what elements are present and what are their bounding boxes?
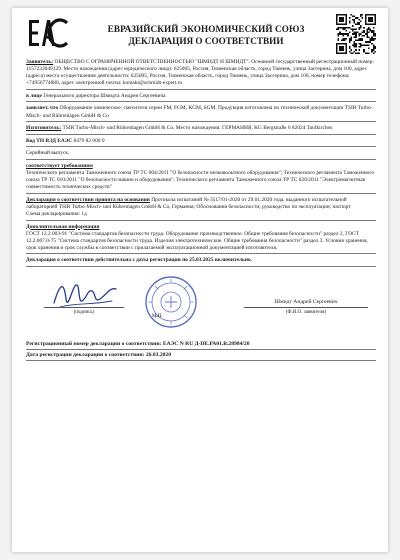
director-section (26, 92, 376, 103)
director-text: Генерального директора Шмидта Андрея Сергеевича (43, 92, 166, 99)
basis-text: Протокола испытаний № 3517/01-2020 от 29.01.2020 года, выданного испытательной лабораторией TSIR Turbo-Misch- und Rührenlagen GmbH & Co, Германия; Обоснования безопасности; руководство по эксплуатации; паспорт (26, 196, 351, 210)
validity-section (26, 256, 376, 267)
batch-section (26, 149, 376, 160)
declaration-document (12, 8, 388, 552)
basis-scheme: Схема декларирования: 1д (26, 211, 87, 217)
declares-lead: заявляет, что (26, 105, 59, 112)
additional-section (26, 223, 376, 255)
validity-label: Декларация о соответствии действительна с даты регистрации по (26, 257, 188, 264)
registration-date (26, 352, 376, 361)
basis-section (26, 196, 376, 221)
stamp-mark: М.П. (152, 314, 163, 320)
validity-date: 25.03.2025 включительно. (189, 257, 253, 264)
tnved-section (26, 137, 376, 148)
eac-logo (28, 18, 68, 48)
applicant-text: ОБЩЕСТВО С ОГРАНИЧЕННОЙ ОТВЕТСТВЕННОСТЬЮ "ШМИДТ И ШМИДТ". Основной государственный регистрационный номер: 1157232049129. Место нахождения (адрес юридического лица): 625005, Россия, Тюменская область, город Тюмень, улица Засгерина, дом 100, адрес (адреса) места осуществления деятельности: 625005, Россия, Тюменская область, город Тюмень, улица Засгерина, дом 100, номер телефона: +74956774880, адрес электронной почты: kontakt@schmidt-expert.ru (26, 59, 374, 87)
basis-label: Декларация о соответствии принята на основании (26, 196, 150, 203)
signature-line (44, 307, 124, 308)
registration-number-label: Регистрационный номер декларации о соответствии: (26, 341, 162, 348)
signature-caption: (подпись) (73, 310, 95, 316)
signature-area (26, 275, 376, 339)
tnved-value: 8479 82 000 0 (73, 137, 105, 144)
declares-section (26, 104, 376, 122)
requirements-section (26, 162, 376, 194)
director-label: в лице (26, 92, 42, 99)
declares-text: Оборудование химическое: смесители серии FM, FGM, KGM, SGM. Продукция изготовлена по технической документации TSIR Turbo-Misch- und Rührenlagen GmbH & Co (26, 105, 373, 119)
batch-text: Серийный выпуск. (26, 150, 70, 157)
document-header (26, 14, 376, 58)
additional-text: ГОСТ 12.2.003-91 "Система стандартов безопасности труда. Оборудование производственное. Общие требования безопасности" раздел 2, ГОСТ 12.2.007.0-75 "Система стандартов безопасности труда. Изделия электротехнические. Общие требования безопасности" раздел 3. Условия хранения, срок хранения и срок службы в соответствии с прилагаемой эксплуатационной документацией изготовителя. (26, 230, 368, 251)
manufacturer-text: TSIR Turbo-Misch- und Rührenlagen GmbH & Co. Место нахождения: ГЕРМАНИЯ, KG Bergstraße 6 82024 Taufkirchen (62, 125, 333, 132)
registration-date-value: 26.03.2020 (145, 352, 171, 359)
requirements-label: соответствует требованиям (26, 162, 93, 169)
signer-name-caption: (Ф.И.О. заявителя) (285, 310, 327, 316)
registration-number-value: ЕАЭС N RU Д-DE.РА01.В.28984/20 (162, 341, 250, 348)
signer-name: Шмидт Андрей Сергеевич (274, 299, 338, 306)
requirements-text: Технического регламента Таможенного союза ТР ТС 004/2011 "О безопасности низковольтного оборудования"; Технического регламента Таможенного союза ТР ТС 010/2011 "О безопасности машин и оборудования"; Технического регламента Таможенного союза ТР ТС 020/2011 "Электромагнитная совместимость технических средств" (26, 170, 375, 191)
document-title: ДЕКЛАРАЦИЯ О СООТВЕТСТВИИ (128, 36, 284, 46)
applicant-label: Заявитель: (26, 59, 54, 65)
manufacturer-label: Изготовитель: (26, 125, 62, 132)
manufacturer-section (26, 124, 376, 135)
signer-name-line (244, 307, 368, 308)
company-seal-icon (144, 275, 198, 329)
applicant-section (26, 58, 376, 90)
registration-number (26, 341, 376, 350)
union-title: ЕВРАЗИЙСКИЙ ЭКОНОМИЧЕСКИЙ СОЮЗ (107, 24, 305, 34)
qr-code-icon (336, 14, 376, 54)
tnved-label: Код ТН ВЭД ЕАЭС (26, 137, 73, 144)
registration-date-label: Дата регистрации декларации о соответствии: (26, 352, 145, 359)
additional-label: Дополнительная информация (26, 223, 100, 230)
